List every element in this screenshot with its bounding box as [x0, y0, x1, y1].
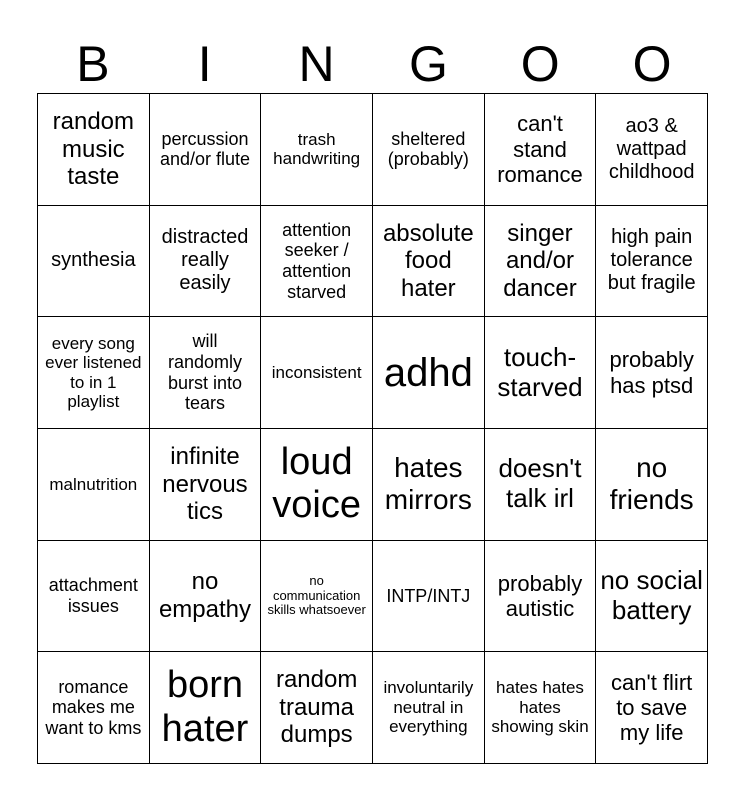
bingo-cell[interactable] — [485, 317, 597, 429]
cell-text: will randomly burst into tears — [167, 331, 243, 414]
cell-text: random trauma dumps — [275, 666, 358, 749]
cell-text: no empathy — [158, 568, 252, 623]
cell-text: singer and/or dancer — [503, 219, 577, 302]
cell-text: percussion and/or flute — [159, 128, 251, 170]
bingo-cell[interactable] — [38, 429, 150, 541]
bingo-cell[interactable] — [373, 652, 485, 764]
cell-text: trash handwriting — [273, 129, 361, 169]
bingo-board — [37, 93, 708, 764]
cell-text: born hater — [161, 663, 249, 750]
bingo-cell[interactable] — [38, 317, 150, 429]
cell-text: probably autistic — [497, 570, 583, 621]
bingo-cell[interactable] — [261, 317, 373, 429]
cell-text: no communication skills whatsoever — [267, 572, 366, 618]
bingo-cell[interactable] — [373, 429, 485, 541]
header-letter-g: G — [408, 36, 448, 92]
bingo-cell[interactable] — [596, 429, 708, 541]
cell-text: attention seeker / attention starved — [282, 219, 352, 302]
bingo-cell[interactable] — [38, 94, 150, 206]
bingo-cell[interactable] — [596, 206, 708, 318]
cell-text: absolute food hater — [382, 219, 474, 302]
bingo-cell[interactable] — [485, 541, 597, 653]
bingo-cell[interactable] — [373, 541, 485, 653]
cell-text: ao3 & wattpad childhood — [608, 114, 695, 183]
cell-text: no friends — [609, 452, 694, 516]
bingo-cell[interactable] — [150, 206, 262, 318]
cell-text: synthesia — [51, 249, 136, 272]
bingo-cell[interactable] — [261, 541, 373, 653]
header-letter-o-2: O — [632, 36, 672, 92]
bingo-cell[interactable] — [150, 652, 262, 764]
bingo-cell[interactable] — [485, 206, 597, 318]
bingo-cell[interactable] — [261, 94, 373, 206]
cell-text: doesn't talk irl — [498, 453, 582, 514]
cell-text: INTP/INTJ — [386, 585, 471, 606]
cell-text: malnutrition — [49, 474, 138, 494]
bingo-cell[interactable] — [596, 94, 708, 206]
header-letter-i: I — [197, 36, 212, 92]
cell-text: touch-starved — [497, 341, 583, 402]
cell-text: involuntarily neutral in everything — [383, 678, 474, 737]
bingo-cell[interactable] — [485, 652, 597, 764]
bingo-cell[interactable] — [373, 206, 485, 318]
cell-text: hates hates hates showing skin — [491, 678, 589, 737]
bingo-cell[interactable] — [485, 429, 597, 541]
bingo-header — [37, 34, 708, 94]
bingo-cell[interactable] — [485, 94, 597, 206]
cell-text: can't flirt to save my life — [611, 669, 693, 746]
bingo-cell[interactable] — [596, 652, 708, 764]
cell-text: probably has ptsd — [609, 347, 694, 398]
cell-text: sheltered (probably) — [387, 128, 469, 170]
header-letter-n: N — [298, 36, 335, 92]
bingo-cell[interactable] — [150, 541, 262, 653]
cell-text: romance makes me want to kms — [45, 676, 142, 738]
bingo-cell[interactable] — [261, 652, 373, 764]
header-letter-o: O — [520, 36, 560, 92]
bingo-cell[interactable] — [150, 429, 262, 541]
cell-text: every song ever listened to in 1 playlist — [45, 333, 142, 412]
cell-text: attachment issues — [48, 575, 138, 616]
bingo-cell[interactable] — [38, 652, 150, 764]
bingo-cell[interactable] — [373, 94, 485, 206]
cell-text: can't stand romance — [497, 111, 583, 187]
cell-text: infinite nervous tics — [162, 442, 248, 526]
bingo-cell[interactable] — [38, 206, 150, 318]
bingo-cell[interactable] — [373, 317, 485, 429]
bingo-cell[interactable] — [596, 317, 708, 429]
cell-text: loud voice — [272, 440, 362, 527]
cell-text: no social battery — [600, 565, 703, 625]
bingo-cell[interactable] — [38, 541, 150, 653]
header-letter-b: B — [76, 36, 110, 92]
cell-text: inconsistent — [271, 362, 362, 382]
bingo-cell[interactable] — [596, 541, 708, 653]
cell-text: hates mirrors — [384, 452, 472, 516]
cell-text: adhd — [383, 350, 473, 395]
cell-text: random music taste — [52, 107, 135, 191]
bingo-cell[interactable] — [261, 206, 373, 318]
cell-text: distracted really easily — [161, 226, 249, 295]
cell-text: high pain tolerance but fragile — [607, 226, 696, 295]
bingo-cell[interactable] — [150, 94, 262, 206]
bingo-cell[interactable] — [150, 317, 262, 429]
bingo-cell[interactable] — [261, 429, 373, 541]
